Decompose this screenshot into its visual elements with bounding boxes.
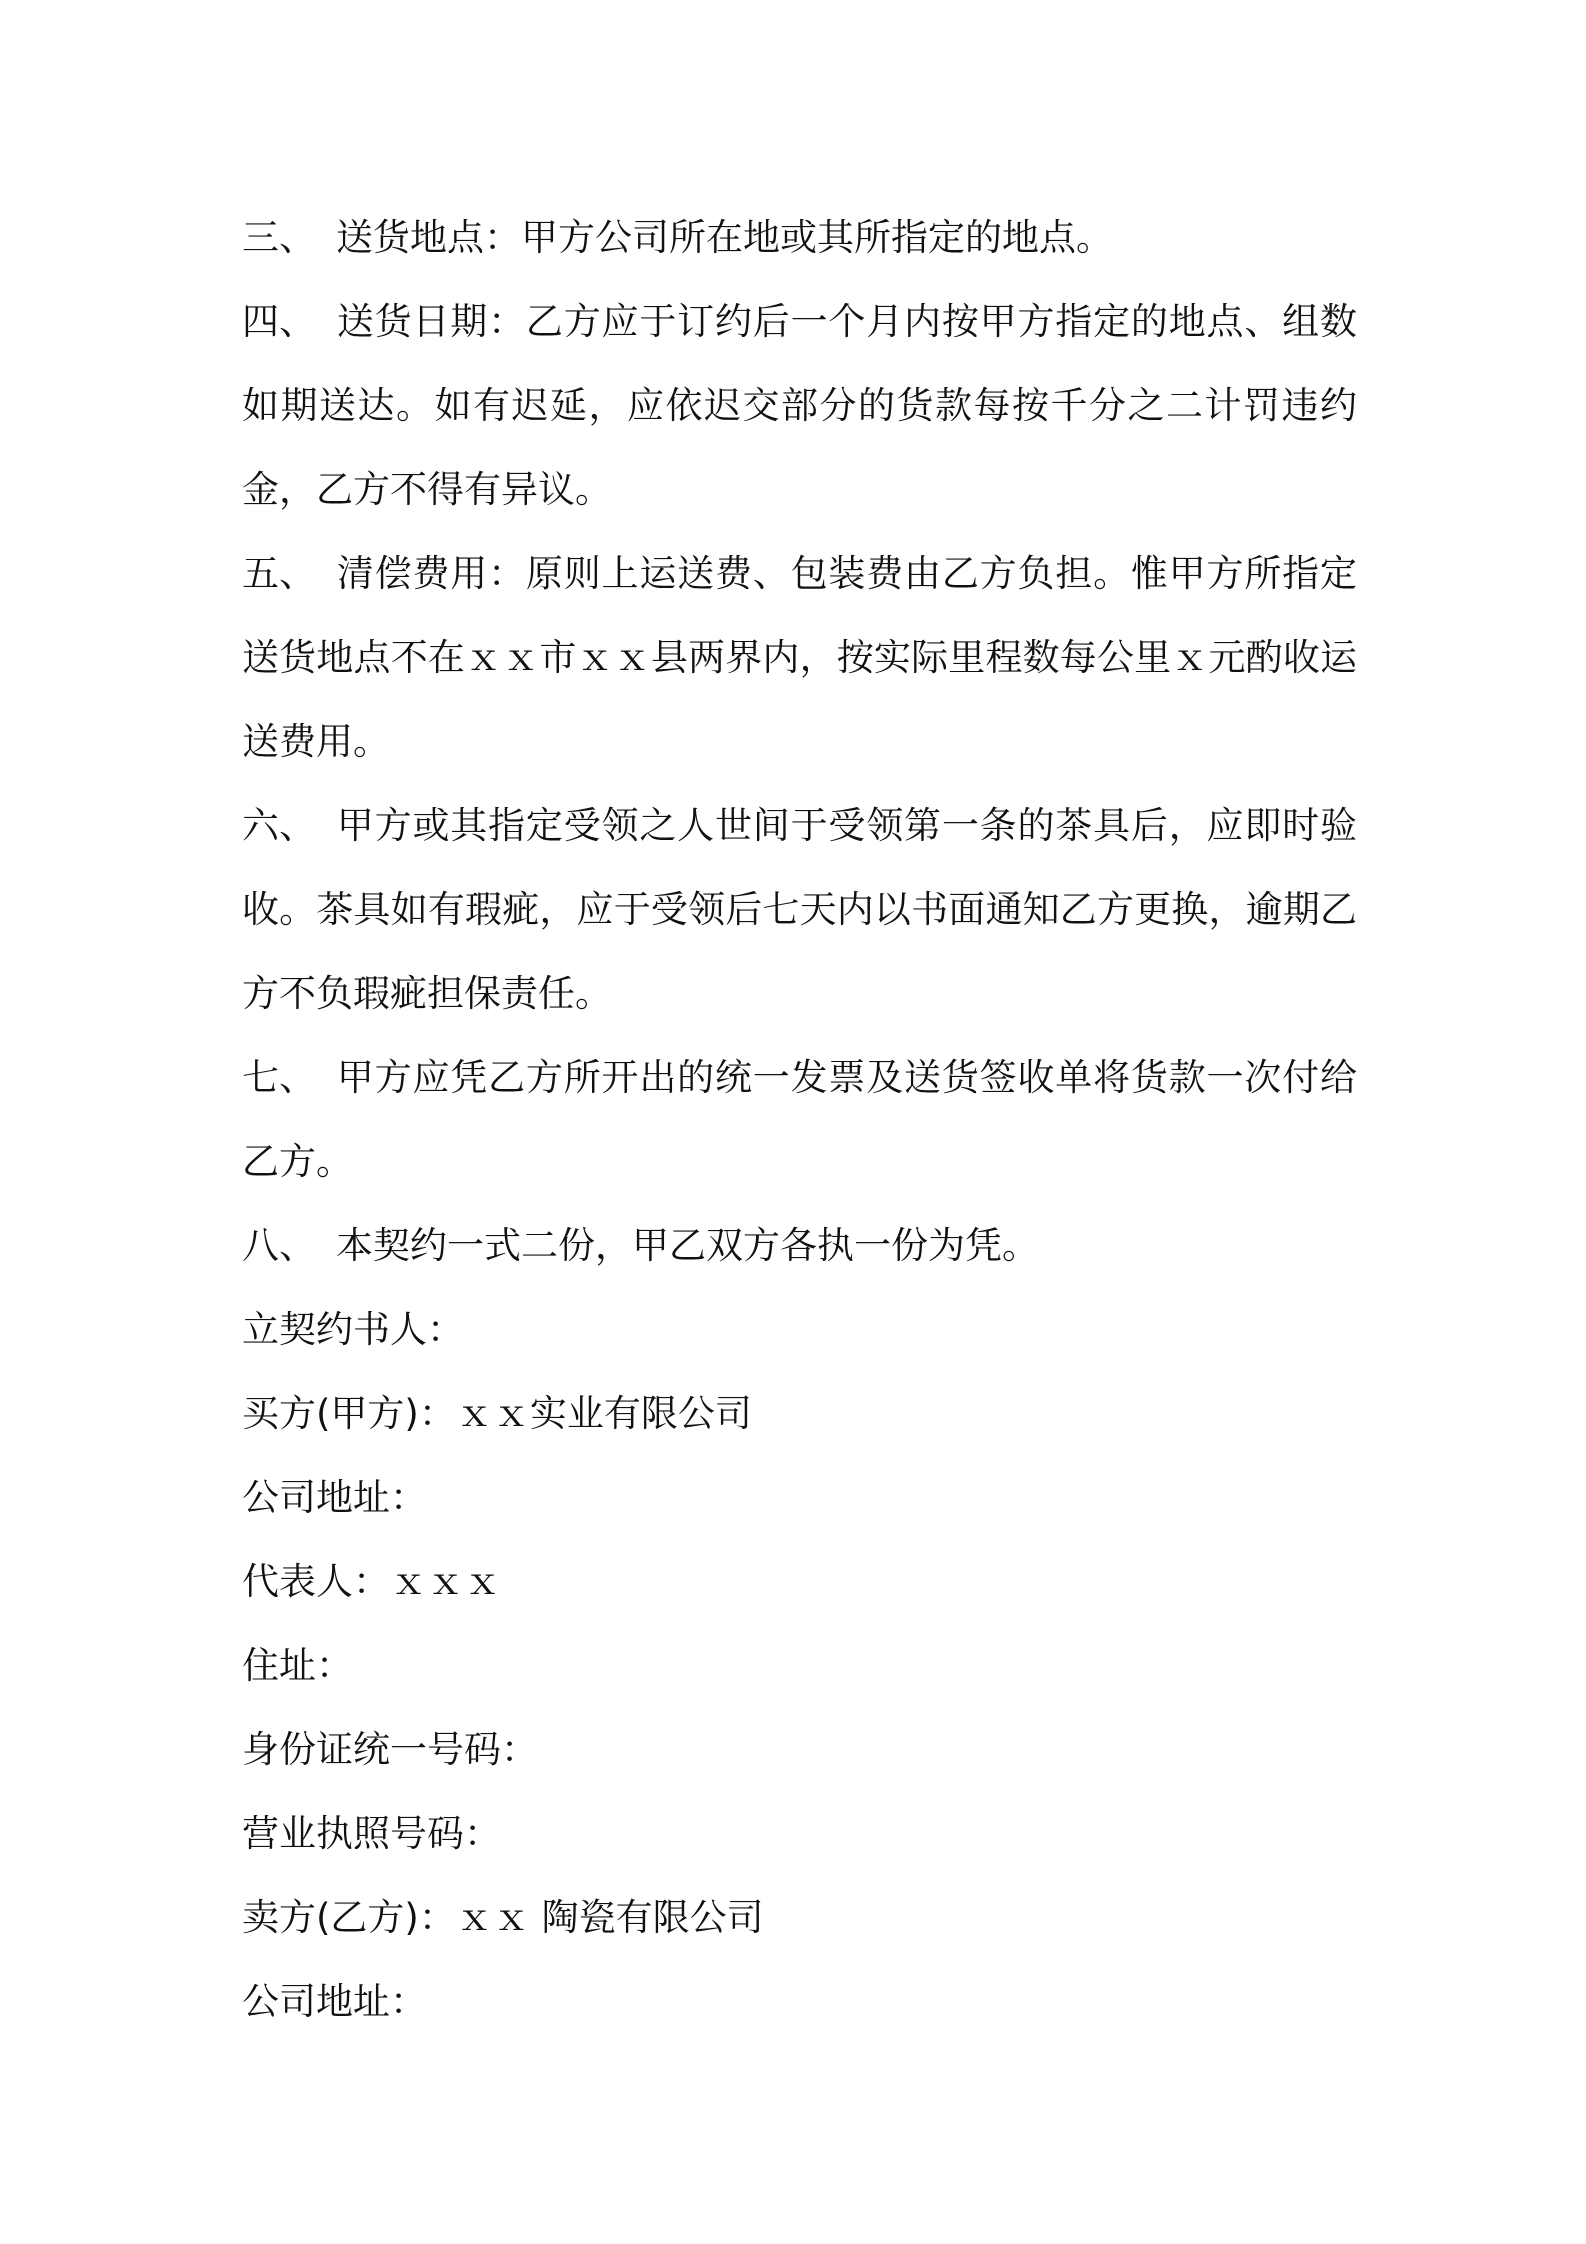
clause-6 (242, 784, 1357, 1036)
clause-number: 七、 (242, 1056, 316, 1099)
buyer-business-license: 营业执照号码： (242, 1812, 501, 1855)
buyer-residence: 住址： (242, 1644, 353, 1687)
clause-number: 四、 (242, 300, 316, 343)
seller-company-address: 公司地址： (242, 1980, 427, 2023)
clause-text: 送货地点：甲方公司所在地或其所指定的地点。 (336, 216, 1113, 259)
clause-5 (242, 532, 1357, 784)
clause-text: 本契约一式二份，甲乙双方各执一份为凭。 (336, 1224, 1039, 1267)
clause-number: 五、 (242, 552, 316, 595)
clause-text: 送货日期：乙方应于订约后一个月内按甲方指定的地点、组数如期送达。如有迟延，应依迟交部分的货款每按千分之二计罚违约金，乙方不得有异议。 (242, 300, 1357, 511)
clause-3 (242, 196, 1357, 280)
seller-name: 卖方(乙方)：ｘｘ 陶瓷有限公司 (242, 1896, 764, 1939)
buyer-name: 买方(甲方)：ｘｘ实业有限公司 (242, 1392, 752, 1435)
clause-8 (242, 1204, 1357, 1288)
buyer-company-address: 公司地址： (242, 1476, 427, 1519)
signatory-heading: 立契约书人： (242, 1308, 464, 1351)
clause-number: 三、 (242, 216, 316, 259)
clause-7 (242, 1036, 1357, 1204)
clause-number: 六、 (242, 804, 316, 847)
clause-text: 甲方或其指定受领之人世间于受领第一条的茶具后，应即时验收。茶具如有瑕疵，应于受领后七天内以书面通知乙方更换，逾期乙方不负瑕疵担保责任。 (242, 804, 1357, 1015)
clause-text: 清偿费用：原则上运送费、包装费由乙方负担。惟甲方所指定送货地点不在ｘｘ市ｘｘ县两界内，按实际里程数每公里ｘ元酌收运送费用。 (242, 552, 1357, 763)
clause-4 (242, 280, 1357, 532)
buyer-id-number: 身份证统一号码： (242, 1728, 538, 1771)
clause-number: 八、 (242, 1224, 316, 1267)
buyer-representative: 代表人：ｘｘｘ (242, 1560, 501, 1603)
contract-body (242, 196, 1357, 2044)
clause-text: 甲方应凭乙方所开出的统一发票及送货签收单将货款一次付给乙方。 (242, 1056, 1357, 1183)
